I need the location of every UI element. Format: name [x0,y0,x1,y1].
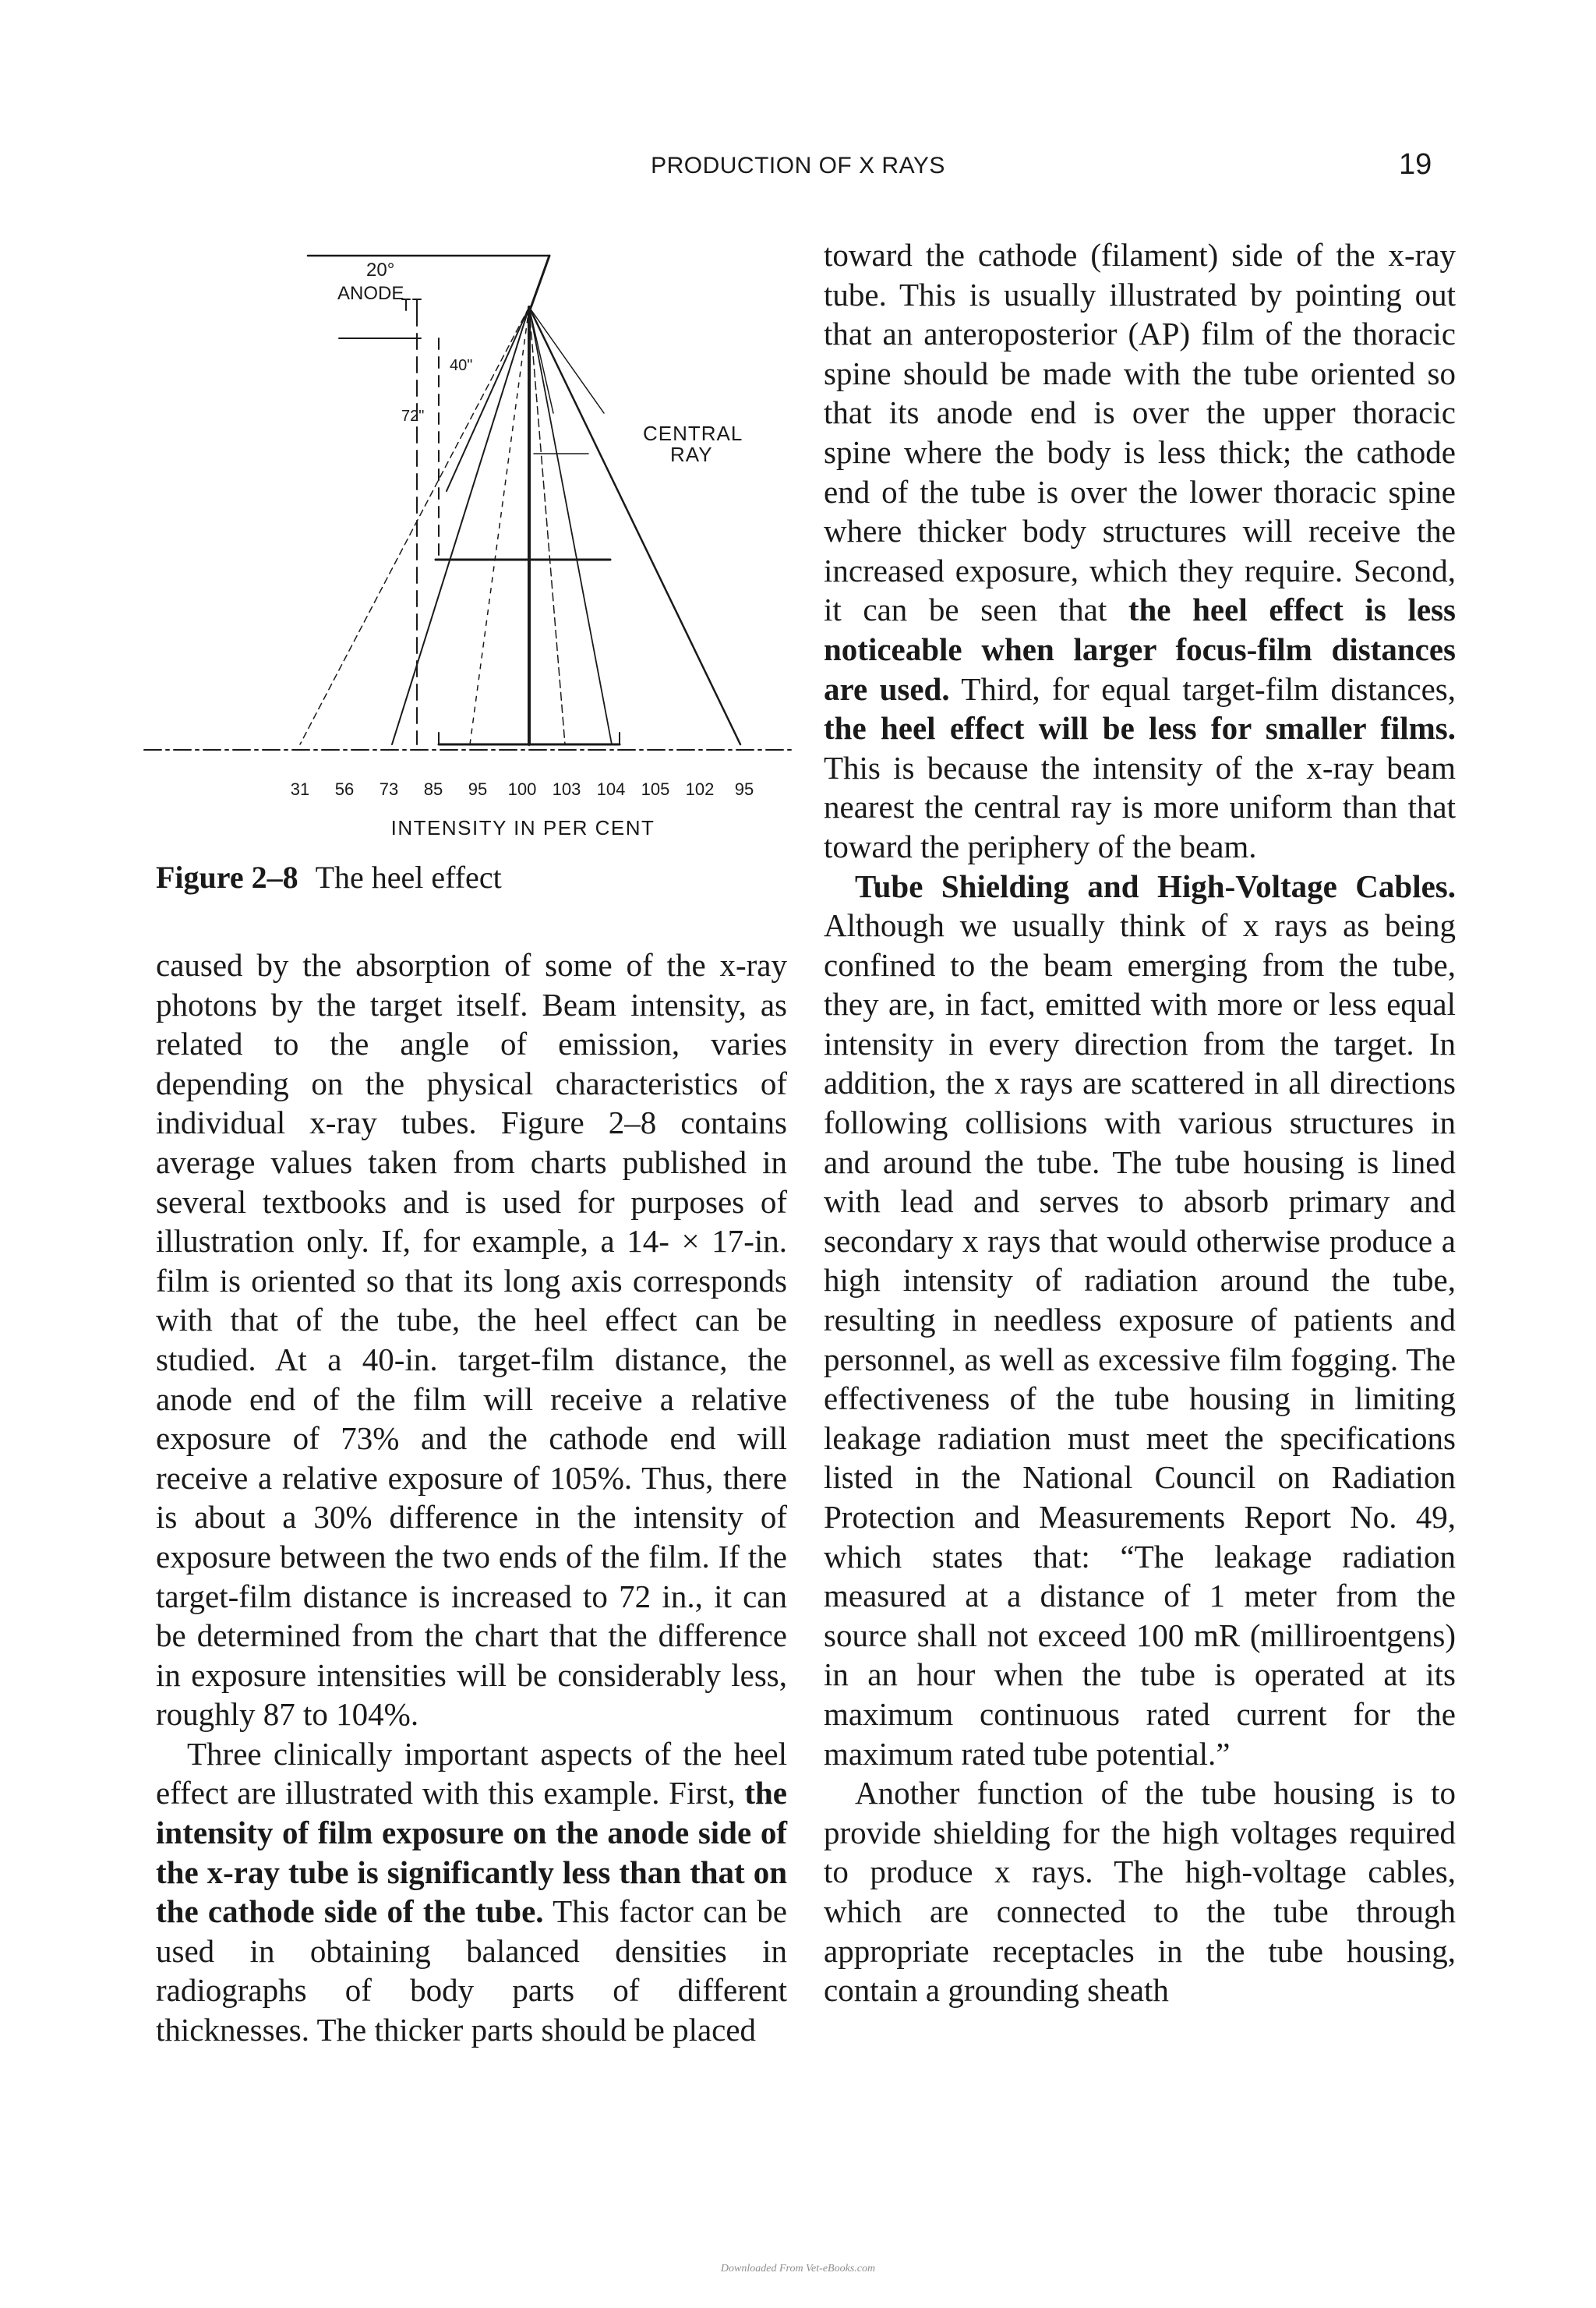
left-p2-text-c: This factor can be used in obtaining balanced densities in radiographs of body parts of different thicknesses. The thicker parts should be placed [156,1893,787,2048]
intensity-value-1: 56 [334,779,355,799]
right-p1-bold-2: the heel effect will be less for smaller films. [824,710,1456,747]
right-p1-text-a: toward the cathode (filament) side of the x-ray tube. This is usually illustrated by pointing out that an anteroposterior (AP) film of the thoracic spine should be made with the tube oriented so that its anode end is over the upper thoracic spine where the body is less thick; the cathode end of the tube is over the lower thoracic spine where thicker body structures will receive the increased exposure, which they require. Second, it can be seen that [824,237,1456,628]
intensity-values [291,779,754,799]
right-p1-text-c: Third, for equal target-film distances, [949,670,1456,707]
figure-caption-label: Figure 2–8 [156,860,298,895]
running-header: PRODUCTION OF X RAYS [651,153,945,178]
right-p2-text: Although we usually think of x rays as being confined to the beam emerging from the tube, they are, in fact, emitted with more or less equal intensity in every direction from the target. In addition, the x rays are scattered in all directions following collisions with various structures in and around the tube. The tube housing is lined with lead and serves to absorb primary and secondary x rays that would otherwise produce a high intensity of radiation around the tube, resulting in needless exposure of patients and personnel, as well as excessive film fogging. The effectiveness of the tube housing in limiting leakage radiation must meet the specifications listed in the National Council on Radiation Protection and Measurements Report No. 49, which states that: “The leakage radiation measured at a distance of 1 meter from the source shall not exceed 100 mR (milliroentgens) in an hour when the tube is operated at its maximum continuous rated current for the maximum rated tube potential.” [824,907,1456,1772]
left-p2-text-a: Three clinically important aspects of the heel effect are illustrated with this example. First, [156,1735,787,1811]
left-p2-bold: the intensity of film exposure on the anode side of the x-ray tube is significantly less than that on the cathode side of the tube. [156,1775,787,1930]
right-paragraph-1 [824,235,1456,867]
anode-slant [531,256,549,308]
anode-label: ANODE [337,283,404,304]
distance-72-label: 72" [401,408,425,425]
intensity-value-0: 31 [290,779,310,799]
left-paragraph-1: caused by the absorption of some of the x-ray photons by the target itself. Beam intensity, as related to the angle of emission, varies depending on the physical characteristics of individual x-ray tubes. Figure 2–8 contains average values taken from charts published in several textbooks and is used for purposes of illustration only. If, for example, a 14- × 17-in. film is oriented so that its long axis corresponds with that of the tube, the heel effect can be studied. At a 40-in. target-film distance, the anode end of the film will receive a relative exposure of 73% and the cathode end will receive a relative exposure of 105%. Thus, there is about a 30% difference in the intensity of exposure between the two ends of the film. If the target-film distance is increased to 72 in., it can be determined from the chart that the difference in exposure intensities will be considerably less, roughly 87 to 104%. [156,947,787,1733]
left-column [156,945,787,2050]
intensity-value-5: 100 [507,779,537,799]
beam-fan-1 [529,307,553,413]
beam-inner-left [447,307,529,491]
figure-caption-text: The heel effect [315,860,502,895]
beam-inner-right [529,307,565,744]
right-p1-text-e: This is because the intensity of the x-ray beam nearest the central ray is more uniform than that toward the periphery of the beam. [824,749,1456,864]
right-p1-bold-1: the heel effect is less noticeable when larger focus-film distances are used. [824,592,1456,707]
intensity-value-3: 85 [423,779,443,799]
intensity-value-4: 95 [468,779,488,799]
heel-effect-diagram [144,234,795,839]
intensity-value-10: 95 [734,779,754,799]
left-paragraph-2 [156,1734,787,2050]
figure-caption [156,859,502,896]
section-heading-tube-shielding: Tube Shielding and High-Voltage Cables. [855,868,1456,904]
intensity-value-9: 102 [685,779,715,799]
right-paragraph-2 [824,867,1456,1774]
intensity-value-8: 105 [641,779,670,799]
angle-label: 20° [366,260,395,281]
beam-inner-right-2 [529,307,612,744]
central-ray-label-1: CENTRAL [643,422,743,445]
central-ray-label-2: RAY [670,443,713,466]
intensity-value-2: 73 [379,779,399,799]
intensity-axis-label: INTENSITY IN PER CENT [390,816,655,839]
right-column [824,235,1456,2010]
beam-edge-left-far [300,307,529,744]
distance-40-label: 40" [450,357,473,374]
heel-effect-figure [144,234,795,857]
page-number: 19 [1399,148,1432,181]
right-paragraph-3: Another function of the tube housing is to provide shielding for the high voltages required to produce x rays. The high-voltage cables, which are connected to the tube through appropriate receptacles in the tube housing, contain a grounding sheath [824,1775,1456,2009]
footer-watermark: Downloaded From Vet-eBooks.com [720,2263,876,2274]
intensity-value-7: 104 [596,779,626,799]
intensity-value-6: 103 [552,779,581,799]
beam-fan-3 [529,307,604,413]
